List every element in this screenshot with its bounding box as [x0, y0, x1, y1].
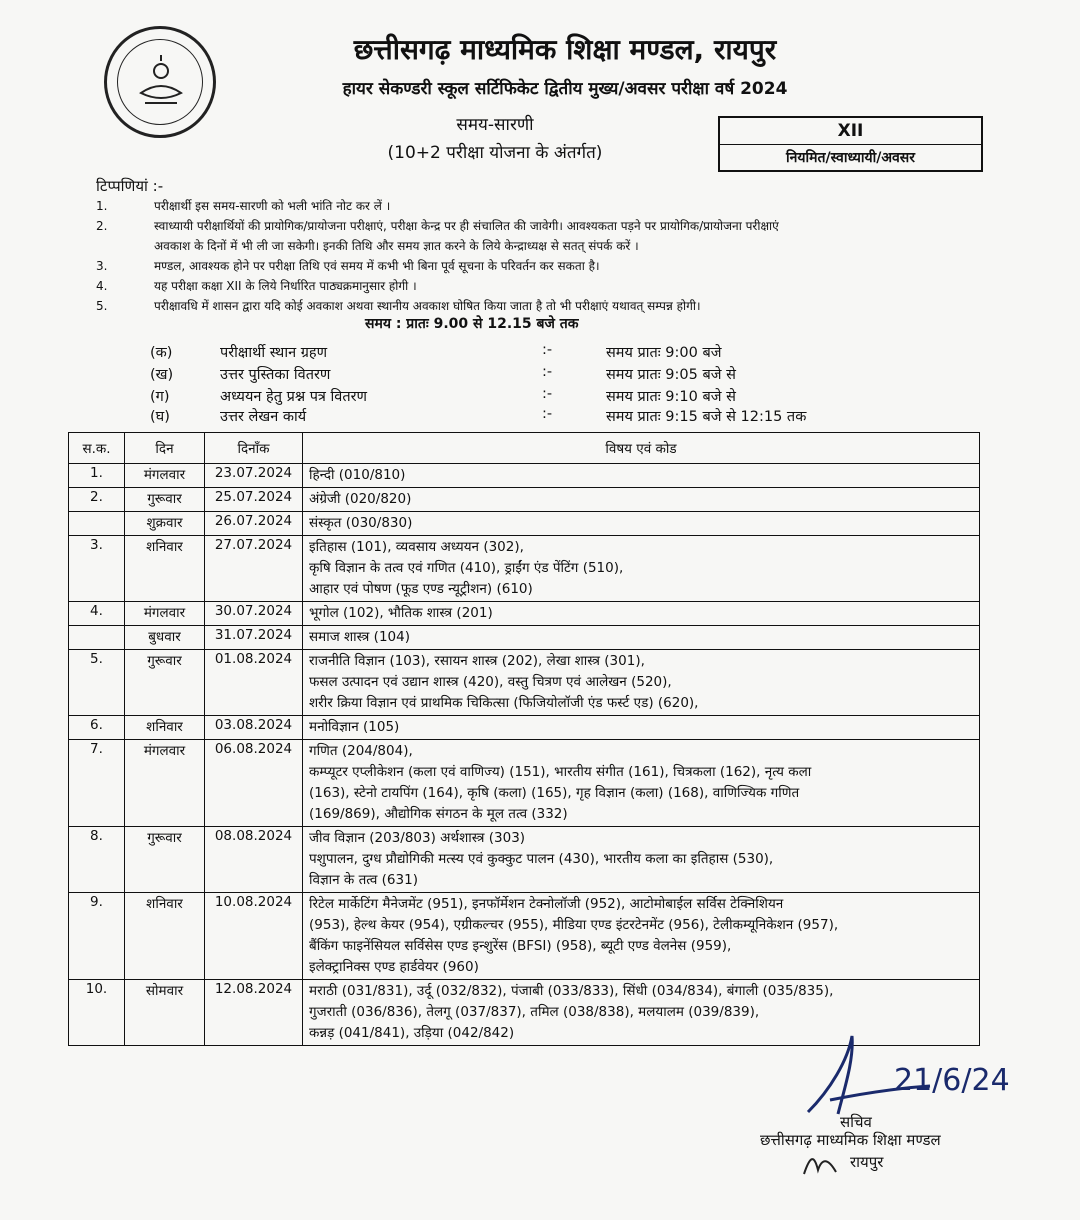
row-subjects: [303, 512, 980, 536]
subject-line: कम्प्यूटर एप्लीकेशन (कला एवं वाणिज्य) (151), भारतीय संगीत (161), चित्रकला (162), नृत्य कला: [309, 764, 812, 780]
table-row: [69, 893, 980, 980]
subject-line: मराठी (031/831), उर्दू (032/832), पंजाबी (033/833), सिंधी (034/834), बंगाली (035/835),: [309, 983, 834, 999]
note-item: 5. परीक्षावधि में शासन द्वारा यदि कोई अवकाश अथवा स्थानीय अवकाश घोषित किया जाता है तो भी परीक्षाएं यथावत् सम्पन्न होगी।: [96, 299, 701, 313]
class-box: [718, 116, 983, 172]
row-date: 27.07.2024: [205, 536, 303, 602]
row-date: 25.07.2024: [205, 488, 303, 512]
row-serial: 5.: [69, 650, 125, 716]
row-serial: 6.: [69, 716, 125, 740]
scheme-label: (10+2 परीक्षा योजना के अंतर्गत): [387, 143, 603, 163]
table-row: [69, 536, 980, 602]
row-day: गुरूवार: [125, 827, 205, 893]
subject-line: बैंकिंग फाइनेंसियल सर्विसेस एण्ड इन्शुरेंस (BFSI) (958), ब्यूटी एण्ड वेलनेस (959),: [309, 938, 732, 954]
row-day: शनिवार: [125, 716, 205, 740]
signatory-title: सचिव: [840, 1113, 872, 1131]
table-header-row: [69, 433, 980, 464]
row-day: सोमवार: [125, 980, 205, 1046]
subject-line: आहार एवं पोषण (फूड एण्ड न्यूट्रीशन) (610): [309, 581, 533, 597]
row-day: बुधवार: [125, 626, 205, 650]
subject-line: रिटेल मार्केटिंग मैनेजमेंट (951), इनफॉर्मेशन टेक्नोलॉजी (952), आटोमोबाईल सर्विस टेक्निशियन: [309, 896, 784, 912]
row-day: मंगलवार: [125, 602, 205, 626]
col-header-day: दिन: [125, 433, 205, 464]
col-header-subject: विषय एवं कोड: [303, 433, 980, 464]
subject-line: शरीर क्रिया विज्ञान एवं प्राथमिक चिकित्सा (फिजियोलॉजी एंड फर्स्ट एड) (620),: [309, 695, 699, 711]
note-item-continued: अवकाश के दिनों में भी ली जा सकेगी। इनकी तिथि और समय ज्ञात करने के लिये केन्द्राध्यक्ष से सतत् संपर्क करें ।: [154, 239, 639, 253]
board-title: छत्तीसगढ़ माध्यमिक शिक्षा मण्डल, रायपुर: [353, 33, 777, 66]
schedule-step: (घ) उत्तर लेखन कार्य :- समय प्रातः 9:15 बजे से 12:15 तक: [150, 406, 807, 425]
row-date: 31.07.2024: [205, 626, 303, 650]
notes-heading: टिप्पणियां :-: [96, 177, 164, 195]
row-subjects: [303, 488, 980, 512]
row-subjects: [303, 893, 980, 980]
row-serial: 4.: [69, 602, 125, 626]
row-serial: 8.: [69, 827, 125, 893]
subject-line: संस्कृत (030/830): [309, 515, 413, 531]
row-subjects: [303, 650, 980, 716]
subject-line: (163), स्टेनो टायपिंग (164), कृषि (कला) (165), गृह विज्ञान (कला) (168), वाणिज्यिक गणित: [309, 785, 800, 801]
subject-line: कन्नड़ (041/841), उड़िया (042/842): [309, 1025, 515, 1041]
col-header-serial: स.क.: [69, 433, 125, 464]
note-item: 3. मण्डल, आवश्यक होने पर परीक्षा तिथि एवं समय में कभी भी बिना पूर्व सूचना के परिवर्तन कर सकता है।: [96, 259, 600, 273]
subject-line: गुजराती (036/836), तेलगू (037/837), तमिल (038/838), मलयालम (039/839),: [309, 1004, 760, 1020]
row-serial: 3.: [69, 536, 125, 602]
row-subjects: [303, 626, 980, 650]
row-subjects: [303, 740, 980, 827]
doc-type: समय-सारणी: [456, 115, 534, 135]
subject-line: जीव विज्ञान (203/803) अर्थशास्त्र (303): [309, 830, 526, 846]
table-row: [69, 512, 980, 536]
signature-scribble: [790, 1030, 1030, 1120]
table-row: [69, 740, 980, 827]
row-day: शुक्रवार: [125, 512, 205, 536]
subject-line: पशुपालन, दुग्ध प्रौद्योगिकी मत्स्य एवं कुक्कुट पालन (430), भारतीय कला का इतिहास (530),: [309, 851, 774, 867]
row-serial: 10.: [69, 980, 125, 1046]
table-row: [69, 488, 980, 512]
schedule-step: (ग) अध्ययन हेतु प्रश्न पत्र वितरण :- समय प्रातः 9:10 बजे से: [150, 386, 736, 405]
lamp-icon: [131, 53, 191, 113]
subject-line: राजनीति विज्ञान (103), रसायन शास्त्र (202), लेखा शास्त्र (301),: [309, 653, 645, 669]
subject-line: हिन्दी (010/810): [309, 467, 406, 483]
row-day: शनिवार: [125, 536, 205, 602]
row-date: 30.07.2024: [205, 602, 303, 626]
schedule-step: (क) परीक्षार्थी स्थान ग्रहण :- समय प्रातः 9:00 बजे: [150, 342, 722, 361]
row-subjects: [303, 536, 980, 602]
subject-line: विज्ञान के तत्व (631): [309, 872, 418, 888]
row-date: 10.08.2024: [205, 893, 303, 980]
row-subjects: [303, 827, 980, 893]
row-subjects: [303, 602, 980, 626]
board-seal-logo: [104, 26, 216, 138]
note-item: 1. परीक्षार्थी इस समय-सारणी को भली भांति नोट कर लें ।: [96, 199, 391, 213]
row-serial: [69, 512, 125, 536]
subject-line: समाज शास्त्र (104): [309, 629, 410, 645]
subject-line: फसल उत्पादन एवं उद्यान शास्त्र (420), वस्तु चित्रण एवं आलेखन (520),: [309, 674, 672, 690]
class-category: नियमित/स्वाध्यायी/अवसर: [785, 150, 915, 166]
subject-line: कृषि विज्ञान के तत्व एवं गणित (410), ड्राईंग एंड पेंटिंग (510),: [309, 560, 624, 576]
subject-line: इलेक्ट्रानिक्स एण्ड हार्डवेयर (960): [309, 959, 479, 975]
row-date: 08.08.2024: [205, 827, 303, 893]
class-label: XII: [720, 118, 981, 145]
table-row: [69, 602, 980, 626]
row-serial: 9.: [69, 893, 125, 980]
subject-line: गणित (204/804),: [309, 743, 413, 759]
row-date: 12.08.2024: [205, 980, 303, 1046]
row-date: 26.07.2024: [205, 512, 303, 536]
row-date: 06.08.2024: [205, 740, 303, 827]
row-day: मंगलवार: [125, 740, 205, 827]
row-serial: 1.: [69, 464, 125, 488]
subject-line: (169/869), औद्योगिक संगठन के मूल तत्व (332): [309, 806, 568, 822]
subject-line: (953), हेल्थ केयर (954), एग्रीकल्चर (955), मीडिया एण्ड इंटरटेनमेंट (956), टेलीकम्यूनिकेशन (957),: [309, 917, 839, 933]
row-serial: 7.: [69, 740, 125, 827]
row-subjects: [303, 716, 980, 740]
row-day: मंगलवार: [125, 464, 205, 488]
row-serial: 2.: [69, 488, 125, 512]
signatory-org: छत्तीसगढ़ माध्यमिक शिक्षा मण्डल: [760, 1131, 941, 1149]
subject-line: भूगोल (102), भौतिक शास्त्र (201): [309, 605, 493, 621]
row-serial: [69, 626, 125, 650]
table-row: [69, 464, 980, 488]
row-date: 23.07.2024: [205, 464, 303, 488]
schedule-step: (ख) उत्तर पुस्तिका वितरण :- समय प्रातः 9:05 बजे से: [150, 364, 736, 383]
row-date: 01.08.2024: [205, 650, 303, 716]
signatory-city: रायपुर: [850, 1153, 884, 1171]
subject-line: अंग्रेजी (020/820): [309, 491, 412, 507]
initials-scribble: [800, 1150, 840, 1180]
table-row: [69, 716, 980, 740]
subject-line: मनोविज्ञान (105): [309, 719, 400, 735]
table-row: [69, 626, 980, 650]
row-day: गुरूवार: [125, 488, 205, 512]
table-row: [69, 827, 980, 893]
exam-timing: समय : प्रातः 9.00 से 12.15 बजे तक: [365, 316, 579, 332]
note-item: 2. स्वाध्यायी परीक्षार्थियों की प्रायोगिक/प्रायोजना परीक्षाएं, परीक्षा केन्द्र पर ही संचालित की जावेगी। आवश्यकता पड़ने पर प्रायोगिक/प्रायोजना परीक्षाएं: [96, 219, 779, 233]
table-row: [69, 650, 980, 716]
exam-schedule-table: [68, 432, 980, 1046]
row-day: शनिवार: [125, 893, 205, 980]
col-header-date: दिनाँक: [205, 433, 303, 464]
row-date: 03.08.2024: [205, 716, 303, 740]
row-day: गुरूवार: [125, 650, 205, 716]
note-item: 4. यह परीक्षा कक्षा XII के लिये निर्धारित पाठ्यक्रमानुसार होगी ।: [96, 279, 417, 293]
exam-title: हायर सेकण्डरी स्कूल सर्टिफिकेट द्वितीय मुख्य/अवसर परीक्षा वर्ष 2024: [342, 79, 788, 99]
subject-line: इतिहास (101), व्यवसाय अध्ययन (302),: [309, 539, 524, 555]
row-subjects: [303, 464, 980, 488]
svg-text:21/6/24: 21/6/24: [894, 1063, 1010, 1098]
